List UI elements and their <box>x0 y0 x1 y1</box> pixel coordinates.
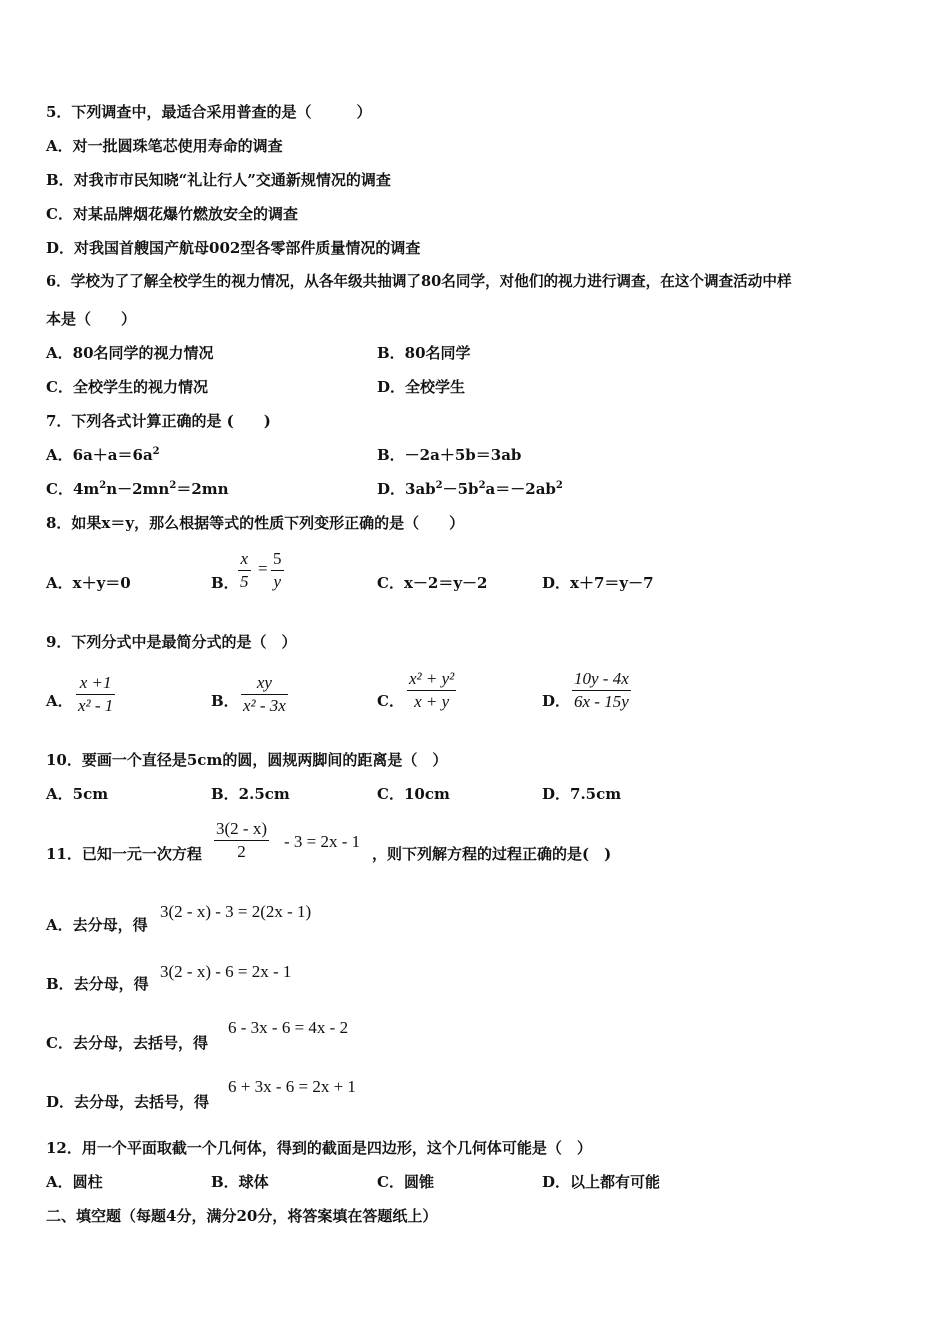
q9-stem: 9．下列分式中是最简分式的是（ ） <box>46 633 297 651</box>
q6-option-a: A．80名同学的视力情况 <box>46 344 214 362</box>
q8-option-d: D．x＋7＝y－7 <box>542 574 654 592</box>
q8-option-a: A．x＋y＝0 <box>46 574 131 592</box>
q7-option-d: D．$3ab^2-5b^2a=-2ab^2$ <box>377 480 563 498</box>
q12-option-a: A．圆柱 <box>46 1173 103 1191</box>
q9-option-b-fraction: $\frac{xy}{\text{x² - 3x}}$ <box>243 673 286 715</box>
section-2-heading: 二、填空题（每题4分，满分20分，将答案填在答题纸上） <box>46 1207 438 1225</box>
q9-option-c-fraction: $\frac{\text{x² + y²}}{x + y}$ <box>409 669 455 711</box>
q11-stem-prefix: 11．已知一元一次方程 <box>46 845 202 863</box>
q6-option-b: B．80名同学 <box>377 344 471 362</box>
q8-option-c: C．x－2＝y－2 <box>377 574 488 592</box>
q8-option-b-fraction-left: $\frac{x}{5}$ <box>240 549 249 591</box>
q11-equation-rest: - 3 = 2x - 1 <box>284 832 361 851</box>
q11-option-c-math: 6 - 3x - 6 = 4x - 2 <box>228 1018 349 1037</box>
q10-option-c: C．10cm <box>377 785 450 803</box>
q11-stem-suffix: ，则下列解方程的过程正确的是( ) <box>372 845 612 863</box>
q10-option-a: A．5cm <box>46 785 109 803</box>
q8-option-b-label: B． <box>211 574 239 592</box>
q11-option-a-math: 3(2 - x) - 3 = 2(2x - 1) <box>160 902 312 921</box>
q7-stem: 7．下列各式计算正确的是 ( ) <box>46 412 271 430</box>
q12-option-d: D．以上都有可能 <box>542 1173 661 1191</box>
q7-option-b: B．－2a＋5b＝3ab <box>377 446 522 464</box>
q11-option-c-label: C．去分母，去括号，得 <box>46 1034 208 1052</box>
q9-option-c-label: C． <box>377 692 404 710</box>
q5-option-a: A．对一批圆珠笔芯使用寿命的调查 <box>46 137 283 155</box>
q5-option-b: B．对我市市民知晓“礼让行人”交通新规情况的调查 <box>46 171 391 189</box>
q5-option-d: D．对我国首艘国产航母002型各零部件质量情况的调查 <box>46 239 421 257</box>
q10-option-b: B．2.5cm <box>211 785 290 803</box>
q12-option-b: B．球体 <box>211 1173 269 1191</box>
q5-option-c: C．对某品牌烟花爆竹燃放安全的调查 <box>46 205 298 223</box>
q5-stem: 5．下列调查中，最适合采用普查的是（ ） <box>46 103 372 121</box>
q11-option-b-label: B．去分母，得 <box>46 975 149 993</box>
q6-stem-line1: 6．学校为了了解全校学生的视力情况，从各年级共抽调了80名同学，对他们的视力进行调查，在这个调查活动中样 <box>46 273 792 290</box>
q8-stem: 8．如果x＝y，那么根据等式的性质下列变形正确的是（ ） <box>46 514 465 532</box>
q6-option-d: D．全校学生 <box>377 378 466 396</box>
q11-option-b-math: 3(2 - x) - 6 = 2x - 1 <box>160 962 292 981</box>
q6-option-c: C．全校学生的视力情况 <box>46 378 208 396</box>
q10-stem: 10．要画一个直径是5cm的圆，圆规两脚间的距离是（ ） <box>46 751 448 769</box>
q11-option-d-label: D．去分母，去括号，得 <box>46 1093 210 1111</box>
q9-option-b-label: B． <box>211 692 239 710</box>
q9-option-a-fraction: $\frac{x +1}{\text{x² - 1}}$ <box>78 673 114 715</box>
q9-option-d-label: D． <box>542 692 571 710</box>
q7-option-c: C．$4m^2n-2mn^2=2mn$ <box>46 480 229 498</box>
q11-option-a-label: A．去分母，得 <box>46 916 148 934</box>
q8-option-b-equals: = <box>258 559 268 578</box>
q9-option-a-label: A． <box>46 692 73 710</box>
q10-option-d: D．7.5cm <box>542 785 622 803</box>
q7-option-a: A．$6a+a=6a^2$ <box>46 446 160 464</box>
q11-equation-fraction: $\frac{3(2 - x)}{2}$ <box>216 819 267 861</box>
q8-option-b-fraction-right: $\frac{5}{y}$ <box>273 549 282 591</box>
q9-option-d-fraction: $\frac{10y - 4x}{6x - 15y}$ <box>574 669 629 711</box>
q12-stem: 12．用一个平面取截一个几何体，得到的截面是四边形，这个几何体可能是（ ） <box>46 1139 592 1157</box>
q11-option-d-math: 6 + 3x - 6 = 2x + 1 <box>228 1077 356 1096</box>
q12-option-c: C．圆锥 <box>377 1173 434 1191</box>
q6-stem-line2: 本是（ ） <box>46 310 137 328</box>
